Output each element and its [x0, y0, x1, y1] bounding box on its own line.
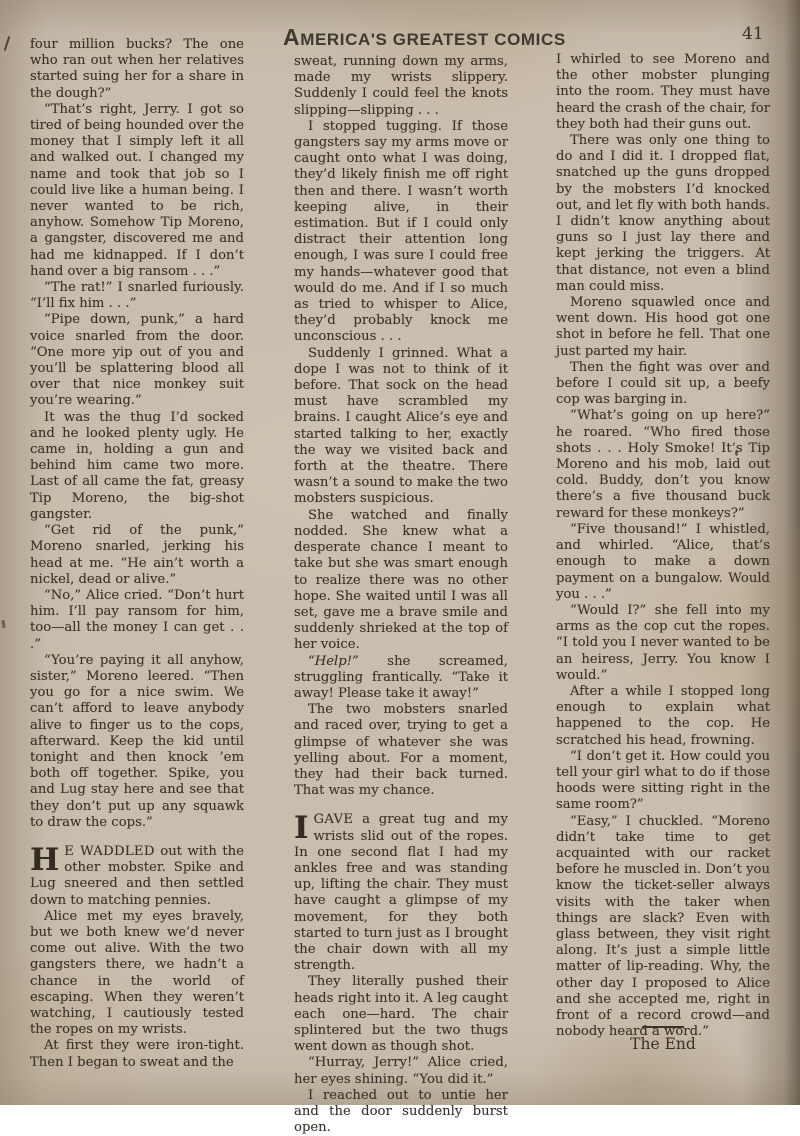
paragraph: “Easy,” I chuckled. “Moreno didn’t take time to get acquainted with our racket before he muscled in. Don’t you know the ticket-seller always visits with the taker when things are slack? Even with glass between, they visit right along. It’s just a simple little matter of lip-reading. Why, the other day I proposed to Alice and she accepted me, right in front of a record crowd—and nobody heard a word.”: [556, 813, 770, 1040]
ink-speck: [1, 620, 5, 628]
paragraph: “Hurray, Jerry!” Alice cried, her eyes shining. “You did it.”: [294, 1055, 508, 1087]
paragraph: After a while I stopped long enough to explain what happened to the cop. He scratched his head, frowning.: [556, 683, 770, 748]
paragraph: They literally pushed their heads right into it. A leg caught each one—hard. The chair splintered but the two thugs went down as though shot.: [294, 974, 508, 1055]
drop-cap-lead: E WADDLED: [64, 843, 155, 859]
paragraph: “Get rid of the punk,” Moreno snarled, jerking his head at me. “He ain’t worth a nickel, dead or alive.”: [30, 523, 244, 587]
paragraph: There was only one thing to do and I did it. I dropped flat, snatched up the guns dropped by the mobsters I’d knocked out, and let fly with both hands. I didn’t know anything about guns so I just lay there and kept jerking the triggers. At that distance, not even a blind man could miss.: [556, 133, 770, 294]
paragraph: four million bucks? The one who ran out when her relatives started suing her for a share in the dough?”: [30, 37, 244, 101]
text-column-left: [30, 37, 244, 1082]
running-header: [283, 24, 566, 51]
story-end: [556, 1026, 770, 1053]
paragraph: I whirled to see Moreno and the other mobster plunging into the room. They must have heard the crash of the chair, for they both had their guns out.: [556, 52, 770, 132]
italic-exclamation: “Help!”: [308, 653, 359, 669]
drop-cap: I: [294, 810, 309, 847]
paragraph: “You’re paying it all anyhow, sister,” Moreno leered. “Then you go for a nice swim. We can’t afford to leave anybody alive to finger us to the cops, afterward. Keep the kid until tonight and then knock ’em both off together. Spike, you and Lug stay here and see that they don’t put up any squawk to draw the cops.”: [30, 652, 244, 830]
text-column-middle: [294, 54, 508, 1136]
ink-speck: [4, 36, 11, 51]
drop-cap-lead: GAVE: [313, 812, 354, 828]
paragraph: Then the fight was over and before I could sit up, a beefy cop was barging in.: [556, 359, 770, 408]
paragraph: Suddenly I grinned. What a dope I was not to think of it before. That sock on the head must have scrambled my brains. I caught Alice’s eye and started talking to her, exactly the way we visited back and forth at the theatre. There wasn’t a sound to make the two mobsters suspicious.: [294, 345, 508, 507]
paragraph: IGAVE a great tug and my wrists slid out of the ropes. In one second flat I had my ankles free and was standing up, lifting the chair. They must have caught a glimpse of my movement, for they both started to turn just as I brought the chair down with all my strength.: [294, 810, 508, 974]
paragraph: She watched and finally nodded. She knew what a desperate chance I meant to take but she was smart enough to realize there was no other hope. She waited until I was all set, gave me a brave smile and suddenly shrieked at the top of her voice.: [294, 507, 508, 653]
paragraph: Moreno squawled once and went down. His hood got one shot in before he fell. That one just parted my hair.: [556, 295, 770, 359]
paragraph: Alice met my eyes bravely, but we both knew we’d never come out alive. With the two gangsters there, we hadn’t a chance in the world of escaping. When they weren’t watching, I cautiously tested the ropes on my wrists.: [30, 908, 244, 1038]
paragraph: sweat, running down my arms, made my wrists slippery. Suddenly I could feel the knots slipping—slipping . . .: [294, 54, 508, 118]
paragraph: “No,” Alice cried. “Don’t hurt him. I’ll pay ransom for him, too—all the money I can get . . .”: [30, 587, 244, 652]
text-column-right: [556, 52, 770, 1052]
paragraph: The two mobsters snarled and raced over, trying to get a glimpse of whatever she was yelling about. For a moment, they had their back turned. That was my chance.: [294, 702, 508, 799]
paragraph: It was the thug I’d socked and he looked plenty ugly. He came in, holding a gun and behind him came two more. Last of all came the fat, greasy Tip Moreno, the big-shot gangster.: [30, 409, 244, 522]
paragraph: “That’s right, Jerry. I got so tired of being hounded over the money that I simply left it all and walked out. I changed my name and took that job so I could live like a human being. I never wanted to be rich, anyhow. Somehow Tip Moreno, a gangster, discovered me and had me kidnapped. If I don’t hand over a big ransom . . .”: [30, 101, 244, 279]
paragraph: I stopped tugging. If those gangsters say my arms move or caught onto what I was doing, they’d likely finish me off right then and there. I wasn’t worth keeping alive, in their estimation. But if I could only distract their attention long enough, I was sure I could free my hands—whatever good that would do me. And if I so much as tried to whisper to Alice, they’d probably knock me unconscious . . .: [294, 118, 508, 345]
paragraph: “Five thousand!” I whistled, and whirled. “Alice, that’s enough to make a down payment on a bungalow. Would you . . .”: [556, 521, 770, 602]
paragraph: “Help!” she screamed, struggling frantically. “Take it away! Please take it away!”: [294, 653, 508, 701]
end-rule: [642, 1026, 684, 1028]
paragraph: H E WADDLED out with the other mobster. Spike and Lug sneered and then settled down to matching pennies.: [30, 841, 244, 908]
paragraph: At first they were iron-tight. Then I began to sweat and the: [30, 1038, 244, 1070]
the-end-label: The End: [630, 1035, 696, 1053]
paragraph: “The rat!” I snarled furiously. “I’ll fix him . . .”: [30, 280, 244, 312]
paragraph: “Would I?” she fell into my arms as the cop cut the ropes. “I told you I never wanted to be an heiress, Jerry. You know I would.”: [556, 602, 770, 683]
page-number: 41: [742, 24, 764, 44]
paragraph: “What’s going on up here?” he roared. “Who fired those shots . . . Holy Smoke! It’s Tip Moreno and his mob, laid out cold. Buddy, don’t you know there’s a five thousand buck reward for these monkeys?”: [556, 408, 770, 521]
paragraph: I reached out to untie her and the door suddenly burst open.: [294, 1087, 508, 1136]
paragraph: “Pipe down, punk,” a hard voice snarled from the door. “One more yip out of you and you’ll be splattering blood all over that nice monkey suit you’re wearing.”: [30, 312, 244, 409]
paragraph: “I don’t get it. How could you tell your girl what to do if those hoods were sitting right in the same room?”: [556, 748, 770, 813]
drop-cap: H: [30, 841, 60, 878]
running-header-title: AMERICA'S GREATEST COMICS: [283, 24, 566, 50]
